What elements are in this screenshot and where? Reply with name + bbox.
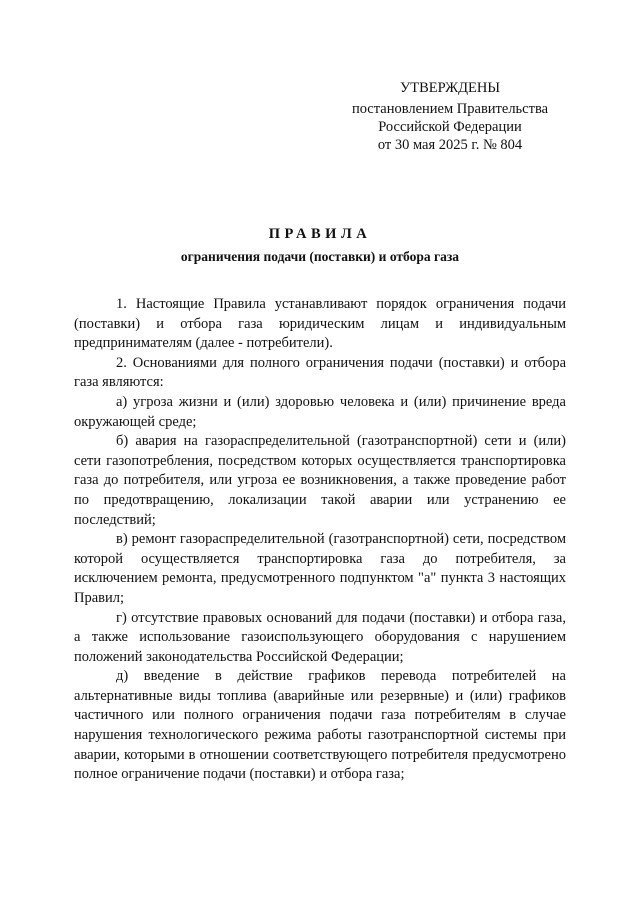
subparagraph-v: в) ремонт газораспределительной (газотранспортной) сети, посредством которой осуществляется транспортировка газа до потребителя, за исключением ремонта, предусмотренного подпунктом "а" пункта 3 настоящих Правил; [74,531,566,606]
subparagraph-a: а) угроза жизни и (или) здоровью человека и (или) причинение вреда окружающей среде; [74,393,566,430]
document-title: ПРАВИЛА [268,226,372,242]
approval-line-decree: постановлением Правительства [351,101,549,117]
document-body [74,295,566,785]
approval-block [300,79,600,154]
subparagraph-b: б) авария на газораспределительной (газотранспортной) сети и (или) сети газопотребления, посредством которых осуществляется транспортировка газа до потребителя, или угроза ее возникновения, а также проведение работ по предотвращению, локализации такой аварии или устранению ее последствий; [74,433,566,528]
subparagraph-d: д) введение в действие графиков перевода потребителей на альтернативные виды топлива (аварийные или резервные) и (или) графиков частичного или полного ограничения подачи газа потребителям в случае нарушения технологического режима работы газотранспортной системы при аварии, которыми в отношении соответствующего потребителя предусмотрено полное ограничение подачи (поставки) и отбора газа; [74,668,566,783]
approval-heading: УТВЕРЖДЕНЫ [399,80,501,96]
approval-line-authority: Российской Федерации [378,119,522,135]
approval-line-date: от 30 мая 2025 г. № 804 [377,137,523,153]
subparagraph-g: г) отсутствие правовых оснований для подачи (поставки) и отбора газа, а также использование газоиспользующего оборудования с нарушением положений законодательства Российской Федерации; [74,609,566,665]
document-subtitle: ограничения подачи (поставки) и отбора газа [180,249,460,264]
paragraph-2: 2. Основаниями для полного ограничения подачи (поставки) и отбора газа являются: [74,354,566,391]
paragraph-1: 1. Настоящие Правила устанавливают порядок ограничения подачи (поставки) и отбора газа юридическим лицам и индивидуальным предпринимателям (далее - потребители). [74,296,566,352]
